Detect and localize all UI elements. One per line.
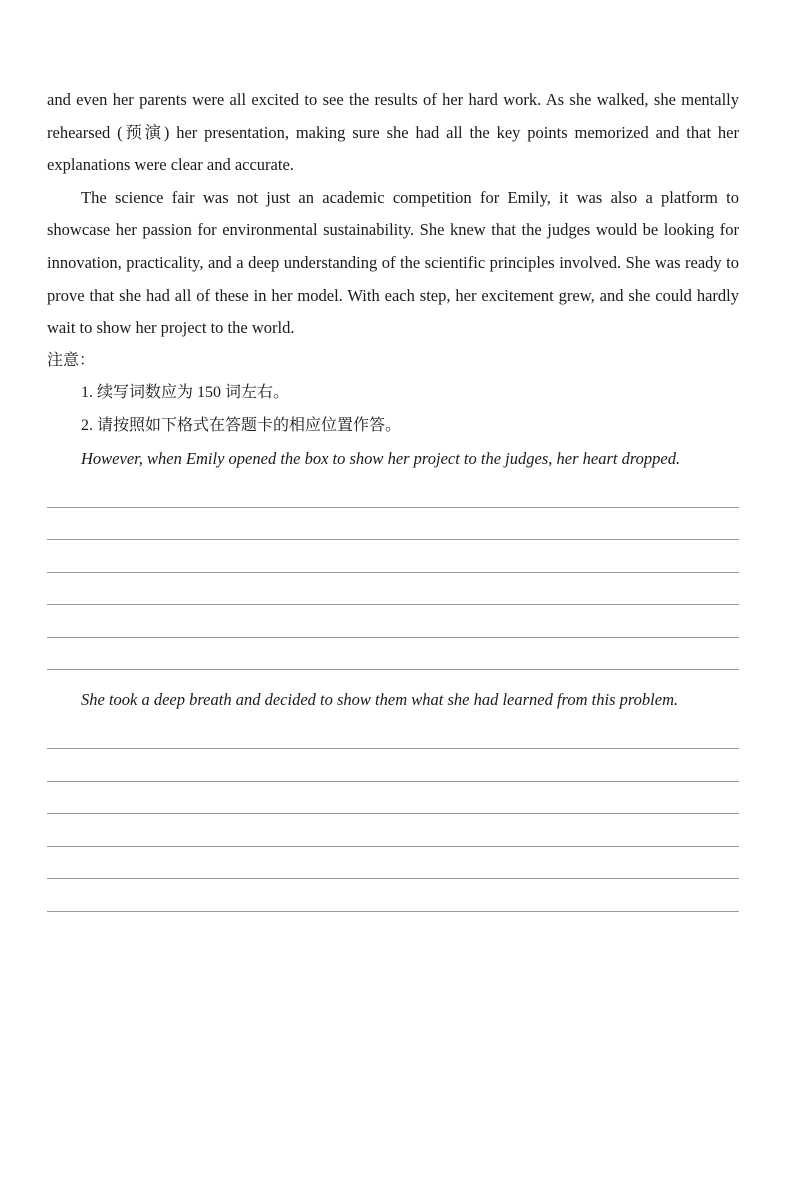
note-item-format: 2. 请按照如下格式在答题卡的相应位置作答。 [81, 416, 402, 434]
answer-line[interactable] [47, 540, 739, 573]
answer-line[interactable] [47, 605, 739, 638]
section-gap [47, 670, 739, 684]
note-item-word-count: 1. 续写词数应为 150 词左右。 [81, 384, 290, 402]
answer-lines-section-1 [47, 475, 739, 670]
continuation-prompt-2: She took a deep breath and decided to show them what she had learned from this problem. [81, 690, 679, 710]
answer-line[interactable] [47, 573, 739, 606]
continuation-prompt-1: However, when Emily opened the box to show her project to the judges, her heart dropped. [81, 448, 681, 468]
answer-line[interactable] [47, 782, 739, 815]
answer-line[interactable] [47, 475, 739, 508]
passage-paragraph-2: The science fair was not just an academic competition for Emily, it was also a platform to showcase her passion for environmental sustainability. She knew that the judges would be looking for innovation, practicality, and a deep understanding of the scientific principles involved. She was ready to prove that she had all of these in her model. With each step, her excitement grew, and she could hardly wait to show her project to the world. [47, 187, 739, 338]
passage-paragraph-1: and even her parents were all excited to see the results of her hard work. As she walked, she mentally rehearsed (预演) her presentation, making sure she had all the key points memorized and that her explanations were clear and accurate. [47, 90, 739, 175]
notes-heading: 注意： [47, 351, 96, 369]
answer-line[interactable] [47, 879, 739, 912]
answer-line[interactable] [47, 717, 739, 750]
answer-lines-section-2 [47, 717, 739, 912]
answer-line[interactable] [47, 749, 739, 782]
answer-line[interactable] [47, 814, 739, 847]
answer-line[interactable] [47, 847, 739, 880]
answer-line[interactable] [47, 508, 739, 541]
worksheet-page [47, 84, 739, 912]
answer-line[interactable] [47, 638, 739, 671]
